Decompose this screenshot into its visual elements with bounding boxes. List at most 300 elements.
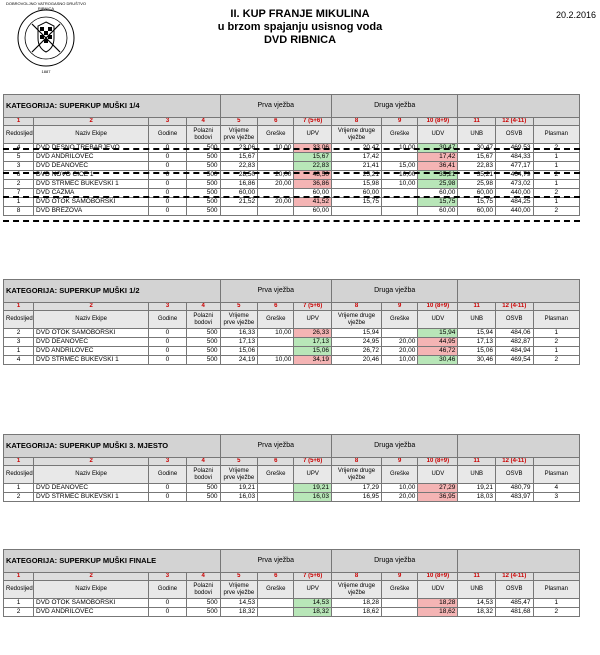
- column-number: 10 (8+9): [418, 303, 458, 311]
- cell-osvb: 469,54: [495, 356, 533, 365]
- column-number: 7 (5+6): [294, 458, 332, 466]
- column-header: UPV: [294, 466, 332, 484]
- second-exercise-label: Druga vježba: [331, 550, 457, 573]
- cell-team: DVD NOVO ČIČE 1: [34, 171, 149, 180]
- page-subtitle: u brzom spajanju usisnog voda: [217, 21, 383, 33]
- column-number: 6: [258, 303, 294, 311]
- cell-time-1: 60,00: [220, 189, 258, 198]
- cell-age: 0: [149, 484, 187, 493]
- column-header: Vrijeme druge vježbe: [331, 126, 381, 144]
- cell-upv: 60,00: [294, 207, 332, 216]
- cell-faults-2: 20,00: [382, 338, 418, 347]
- cell-unb: 22,83: [458, 162, 496, 171]
- column-number: 11: [458, 303, 496, 311]
- cell-age: 0: [149, 347, 187, 356]
- column-header: Naziv Ekipe: [34, 311, 149, 329]
- cell-team: DVD DEANOVEC: [34, 484, 149, 493]
- cell-unb: 30,46: [458, 356, 496, 365]
- category-title: KATEGORIJA: SUPERKUP MUŠKI 1/2: [4, 280, 221, 303]
- cell-time-1: 24,19: [220, 356, 258, 365]
- cell-start-points: 500: [186, 338, 220, 347]
- column-header: OSVB: [495, 126, 533, 144]
- cell-faults-1: 20,00: [258, 171, 294, 180]
- column-header: Plasman: [533, 311, 579, 329]
- cell-time-1: 18,32: [220, 608, 258, 617]
- column-number: 7 (5+6): [294, 303, 332, 311]
- cell-start-points: 500: [186, 356, 220, 365]
- column-number: 8: [331, 458, 381, 466]
- cell-udv: 30,47: [418, 144, 458, 153]
- cell-unb: 25,98: [458, 180, 496, 189]
- cell-start-points: 500: [186, 347, 220, 356]
- cell-team: DVD STRMEC BUKEVSKI 1: [34, 180, 149, 189]
- cell-order: 3: [4, 162, 34, 171]
- cell-time-1: 23,06: [220, 144, 258, 153]
- column-number: 3: [149, 303, 187, 311]
- column-number: 4: [186, 303, 220, 311]
- column-header: Redosljed: [4, 126, 34, 144]
- cell-udv: 44,95: [418, 338, 458, 347]
- cell-faults-1: [258, 599, 294, 608]
- cell-faults-1: [258, 484, 294, 493]
- cell-time-1: 19,21: [220, 484, 258, 493]
- cell-upv: 15,67: [294, 153, 332, 162]
- column-header: Polazni bodovi: [186, 466, 220, 484]
- cell-upv: 26,33: [294, 329, 332, 338]
- cell-team: DVD OTOK SAMOBORSKI: [34, 329, 149, 338]
- cell-team: DVD OTOK SAMOBORSKI: [34, 599, 149, 608]
- cell-unb: 17,13: [458, 338, 496, 347]
- cell-faults-1: 10,00: [258, 144, 294, 153]
- column-header: UNB: [458, 126, 496, 144]
- cell-order: 2: [4, 329, 34, 338]
- cell-start-points: 500: [186, 599, 220, 608]
- cell-start-points: 500: [186, 198, 220, 207]
- cell-time-1: 16,86: [220, 180, 258, 189]
- cell-osvb: 484,06: [495, 329, 533, 338]
- cell-time-2: 15,75: [331, 198, 381, 207]
- column-header: OSVB: [495, 311, 533, 329]
- cell-time-2: 17,29: [331, 484, 381, 493]
- column-number: 11: [458, 573, 496, 581]
- column-number: 3: [149, 118, 187, 126]
- cell-upv: 22,83: [294, 162, 332, 171]
- second-exercise-label: Druga vježba: [331, 95, 457, 118]
- cell-start-points: 500: [186, 207, 220, 216]
- cell-udv: 60,00: [418, 207, 458, 216]
- cell-time-1: 15,67: [220, 153, 258, 162]
- cell-team: DVD STRMEC BUKEVSKI 1: [34, 493, 149, 502]
- page-title: II. KUP FRANJE MIKULINA: [230, 8, 370, 20]
- results-table: [3, 434, 580, 502]
- cell-upv: 16,03: [294, 493, 332, 502]
- column-number: 11: [458, 118, 496, 126]
- column-header: Redosljed: [4, 311, 34, 329]
- cell-age: 0: [149, 329, 187, 338]
- cell-udv: 15,75: [418, 198, 458, 207]
- table-row: [4, 356, 580, 365]
- cell-upv: 15,06: [294, 347, 332, 356]
- column-header: Plasman: [533, 126, 579, 144]
- column-header: Polazni bodovi: [186, 581, 220, 599]
- cell-faults-1: [258, 162, 294, 171]
- cell-placement: 3: [533, 493, 579, 502]
- cell-age: 0: [149, 180, 187, 189]
- cell-time-2: 20,47: [331, 144, 381, 153]
- column-header: Plasman: [533, 466, 579, 484]
- cell-placement: 2: [533, 171, 579, 180]
- cell-upv: 19,21: [294, 484, 332, 493]
- category-title: KATEGORIJA: SUPERKUP MUŠKI 1/4: [4, 95, 221, 118]
- column-header: UNB: [458, 581, 496, 599]
- cell-faults-1: 10,00: [258, 329, 294, 338]
- cell-udv: 46,72: [418, 347, 458, 356]
- column-number: 2: [34, 573, 149, 581]
- cell-time-1: 22,83: [220, 162, 258, 171]
- column-header: UDV: [418, 126, 458, 144]
- cell-start-points: 500: [186, 608, 220, 617]
- column-header: UNB: [458, 311, 496, 329]
- column-header: OSVB: [495, 466, 533, 484]
- cell-start-points: 500: [186, 493, 220, 502]
- cell-time-2: 18,62: [331, 608, 381, 617]
- cell-placement: 2: [533, 144, 579, 153]
- column-number: 9: [382, 458, 418, 466]
- cell-faults-2: 10,00: [382, 144, 418, 153]
- cell-time-1: 28,50: [220, 171, 258, 180]
- cell-osvb: 484,25: [495, 198, 533, 207]
- column-number: 1: [4, 573, 34, 581]
- cell-age: 0: [149, 144, 187, 153]
- table-row: [4, 180, 580, 189]
- column-number: 5: [220, 118, 258, 126]
- cell-time-2: [331, 207, 381, 216]
- table-row: [4, 608, 580, 617]
- cell-team: DVD DEANOVEC: [34, 338, 149, 347]
- column-number: 11: [458, 458, 496, 466]
- cell-placement: 1: [533, 347, 579, 356]
- table-row: [4, 329, 580, 338]
- column-header: Polazni bodovi: [186, 311, 220, 329]
- table-row: [4, 347, 580, 356]
- column-header: Plasman: [533, 581, 579, 599]
- cell-faults-1: [258, 608, 294, 617]
- column-header: Godine: [149, 311, 187, 329]
- cell-upv: 18,32: [294, 608, 332, 617]
- cell-osvb: 464,79: [495, 171, 533, 180]
- column-number: 3: [149, 573, 187, 581]
- results-table: [3, 279, 580, 365]
- cell-age: 0: [149, 338, 187, 347]
- column-header: Greške: [382, 311, 418, 329]
- cell-faults-2: 10,00: [382, 356, 418, 365]
- cell-start-points: 500: [186, 153, 220, 162]
- cell-age: 0: [149, 153, 187, 162]
- cell-time-2: 15,98: [331, 180, 381, 189]
- cell-order: 1: [4, 347, 34, 356]
- first-exercise-label: Prva vježba: [220, 435, 331, 458]
- cell-upv: 33,06: [294, 144, 332, 153]
- cell-order: 1: [4, 484, 34, 493]
- cell-order: 7: [4, 189, 34, 198]
- cell-start-points: 500: [186, 189, 220, 198]
- table-row: [4, 207, 580, 216]
- cell-faults-1: 10,00: [258, 356, 294, 365]
- cell-udv: 25,98: [418, 180, 458, 189]
- cell-team: DVD DESNO TREBARJEVO: [34, 144, 149, 153]
- column-number: 4: [186, 118, 220, 126]
- cell-faults-1: [258, 347, 294, 356]
- column-number: 10 (8+9): [418, 573, 458, 581]
- column-number: 2: [34, 458, 149, 466]
- table-row: [4, 153, 580, 162]
- cell-time-1: 17,13: [220, 338, 258, 347]
- column-header: Greške: [258, 311, 294, 329]
- cell-osvb: 483,97: [495, 493, 533, 502]
- cell-unb: 15,67: [458, 153, 496, 162]
- column-number: 7 (5+6): [294, 573, 332, 581]
- column-number: 4: [186, 458, 220, 466]
- column-number: 4: [186, 573, 220, 581]
- club-logo: [2, 2, 90, 74]
- column-header: Greške: [382, 581, 418, 599]
- column-header: Redosljed: [4, 466, 34, 484]
- cell-time-2: 26,72: [331, 347, 381, 356]
- cell-team: DVD ČAZMA: [34, 189, 149, 198]
- cell-age: 0: [149, 493, 187, 502]
- cell-osvb: 440,00: [495, 189, 533, 198]
- cell-faults-2: [382, 153, 418, 162]
- pair-divider: [3, 196, 580, 198]
- cell-osvb: 480,79: [495, 484, 533, 493]
- column-header: Polazni bodovi: [186, 126, 220, 144]
- cell-udv: 18,62: [418, 608, 458, 617]
- column-header: Greške: [382, 126, 418, 144]
- column-header: Godine: [149, 466, 187, 484]
- cell-upv: 17,13: [294, 338, 332, 347]
- column-header: Greške: [382, 466, 418, 484]
- cell-age: 0: [149, 189, 187, 198]
- cell-upv: 14,53: [294, 599, 332, 608]
- column-header: Vrijeme prve vježbe: [220, 126, 258, 144]
- pair-divider: [3, 172, 580, 174]
- column-header: Godine: [149, 126, 187, 144]
- cell-unb: 14,53: [458, 599, 496, 608]
- cell-order: 1: [4, 198, 34, 207]
- cell-team: DVD ANDRILOVEC: [34, 153, 149, 162]
- results-table: [3, 549, 580, 617]
- org-year: 1887: [41, 69, 51, 74]
- column-number: 8: [331, 118, 381, 126]
- cell-unb: 15,75: [458, 198, 496, 207]
- category-title: KATEGORIJA: SUPERKUP MUŠKI FINALE: [4, 550, 221, 573]
- column-header: OSVB: [495, 581, 533, 599]
- cell-placement: 2: [533, 608, 579, 617]
- cell-age: 0: [149, 198, 187, 207]
- column-header: Greške: [258, 126, 294, 144]
- cell-upv: 48,50: [294, 171, 332, 180]
- column-header: Vrijeme druge vježbe: [331, 581, 381, 599]
- cell-unb: 60,00: [458, 207, 496, 216]
- cell-order: 2: [4, 608, 34, 617]
- column-header: Greške: [258, 581, 294, 599]
- cell-faults-1: [258, 493, 294, 502]
- cell-team: DVD ANDRILOVEC: [34, 347, 149, 356]
- cell-osvb: 485,47: [495, 599, 533, 608]
- cell-order: 2: [4, 493, 34, 502]
- cell-osvb: 482,87: [495, 338, 533, 347]
- cell-team: DVD OTOK SAMOBORSKI: [34, 198, 149, 207]
- column-number: 5: [220, 573, 258, 581]
- cell-time-2: 17,42: [331, 153, 381, 162]
- table-row: [4, 484, 580, 493]
- column-header: Greške: [258, 466, 294, 484]
- cell-placement: 1: [533, 599, 579, 608]
- cell-placement: 1: [533, 162, 579, 171]
- column-number: 1: [4, 303, 34, 311]
- cell-start-points: 500: [186, 180, 220, 189]
- cell-time-2: 60,00: [331, 189, 381, 198]
- column-number: 9: [382, 118, 418, 126]
- org-town: RIBNICA: [37, 6, 55, 11]
- column-header: Vrijeme prve vježbe: [220, 311, 258, 329]
- org-name: DOBROVOLJNO VATROGASNO DRUŠTVO: [5, 1, 87, 6]
- column-header: Godine: [149, 581, 187, 599]
- cell-udv: 60,00: [418, 189, 458, 198]
- column-header: UDV: [418, 311, 458, 329]
- cell-placement: 1: [533, 180, 579, 189]
- column-header: UPV: [294, 581, 332, 599]
- cell-placement: 1: [533, 198, 579, 207]
- cell-start-points: 500: [186, 162, 220, 171]
- table-row: [4, 162, 580, 171]
- column-number: 12 (4-11): [495, 303, 533, 311]
- cell-age: 0: [149, 356, 187, 365]
- column-number: 8: [331, 303, 381, 311]
- column-header: Vrijeme druge vježbe: [331, 466, 381, 484]
- cell-udv: 18,28: [418, 599, 458, 608]
- cell-unb: 18,32: [458, 608, 496, 617]
- cell-udv: 27,29: [418, 484, 458, 493]
- column-number: 6: [258, 573, 294, 581]
- column-header: UPV: [294, 126, 332, 144]
- table-row: [4, 338, 580, 347]
- cell-time-1: 16,33: [220, 329, 258, 338]
- column-number: 12 (4-11): [495, 573, 533, 581]
- table-row: [4, 198, 580, 207]
- cell-time-2: 18,28: [331, 599, 381, 608]
- cell-time-1: 15,06: [220, 347, 258, 356]
- cell-faults-2: [382, 329, 418, 338]
- category-title: KATEGORIJA: SUPERKUP MUŠKI 3. MJESTO: [4, 435, 221, 458]
- column-number: 7 (5+6): [294, 118, 332, 126]
- first-exercise-label: Prva vježba: [220, 280, 331, 303]
- column-header: UDV: [418, 466, 458, 484]
- cell-udv: 36,41: [418, 162, 458, 171]
- column-number: 1: [4, 458, 34, 466]
- cell-order: 2: [4, 180, 34, 189]
- cell-placement: 4: [533, 484, 579, 493]
- cell-unb: 60,00: [458, 189, 496, 198]
- cell-time-1: 21,52: [220, 198, 258, 207]
- column-number: 3: [149, 458, 187, 466]
- cell-osvb: 473,02: [495, 180, 533, 189]
- cell-faults-2: 10,00: [382, 180, 418, 189]
- cell-age: 0: [149, 608, 187, 617]
- cell-upv: 34,19: [294, 356, 332, 365]
- cell-order: 1: [4, 599, 34, 608]
- cell-upv: 41,52: [294, 198, 332, 207]
- column-number: 5: [220, 303, 258, 311]
- cell-faults-1: 20,00: [258, 198, 294, 207]
- cell-age: 0: [149, 171, 187, 180]
- table-row: [4, 493, 580, 502]
- column-number: 1: [4, 118, 34, 126]
- cell-placement: 2: [533, 207, 579, 216]
- cell-faults-2: 15,00: [382, 162, 418, 171]
- column-header: UPV: [294, 311, 332, 329]
- column-header: Redosljed: [4, 581, 34, 599]
- cell-osvb: 484,33: [495, 153, 533, 162]
- cell-udv: 17,42: [418, 153, 458, 162]
- cell-team: DVD DEANOVEC: [34, 162, 149, 171]
- column-number: 12 (4-11): [495, 458, 533, 466]
- cell-unb: 35,21: [458, 171, 496, 180]
- column-header: Vrijeme prve vježbe: [220, 581, 258, 599]
- cell-age: 0: [149, 162, 187, 171]
- cell-time-1: 14,53: [220, 599, 258, 608]
- second-exercise-label: Druga vježba: [331, 435, 457, 458]
- cell-start-points: 500: [186, 171, 220, 180]
- cell-time-2: 15,94: [331, 329, 381, 338]
- cell-faults-2: [382, 207, 418, 216]
- cell-faults-2: [382, 198, 418, 207]
- host-name: DVD RIBNICA: [263, 34, 337, 46]
- column-header: Naziv Ekipe: [34, 466, 149, 484]
- cell-upv: 60,00: [294, 189, 332, 198]
- cell-udv: 35,21: [418, 171, 458, 180]
- cell-osvb: 440,00: [495, 207, 533, 216]
- column-header: Vrijeme druge vježbe: [331, 311, 381, 329]
- column-number: 10 (8+9): [418, 458, 458, 466]
- column-number: 2: [34, 303, 149, 311]
- cell-faults-2: [382, 608, 418, 617]
- cell-udv: 15,94: [418, 329, 458, 338]
- column-header: UNB: [458, 466, 496, 484]
- first-exercise-label: Prva vježba: [220, 95, 331, 118]
- table-row: [4, 599, 580, 608]
- cell-faults-2: 20,00: [382, 493, 418, 502]
- cell-placement: 2: [533, 189, 579, 198]
- cell-age: 0: [149, 599, 187, 608]
- cell-unb: 18,03: [458, 493, 496, 502]
- column-number: 9: [382, 573, 418, 581]
- cell-order: 4: [4, 144, 34, 153]
- cell-start-points: 500: [186, 484, 220, 493]
- cell-faults-2: 20,00: [382, 347, 418, 356]
- column-number: 8: [331, 573, 381, 581]
- cell-order: 6: [4, 171, 34, 180]
- cell-placement: 1: [533, 329, 579, 338]
- cell-age: 0: [149, 207, 187, 216]
- date: 20.2.2016: [555, 10, 596, 20]
- column-header: Naziv Ekipe: [34, 126, 149, 144]
- cell-faults-1: [258, 207, 294, 216]
- cell-udv: 36,95: [418, 493, 458, 502]
- column-number: 5: [220, 458, 258, 466]
- cell-time-2: 21,41: [331, 162, 381, 171]
- cell-faults-2: 10,00: [382, 484, 418, 493]
